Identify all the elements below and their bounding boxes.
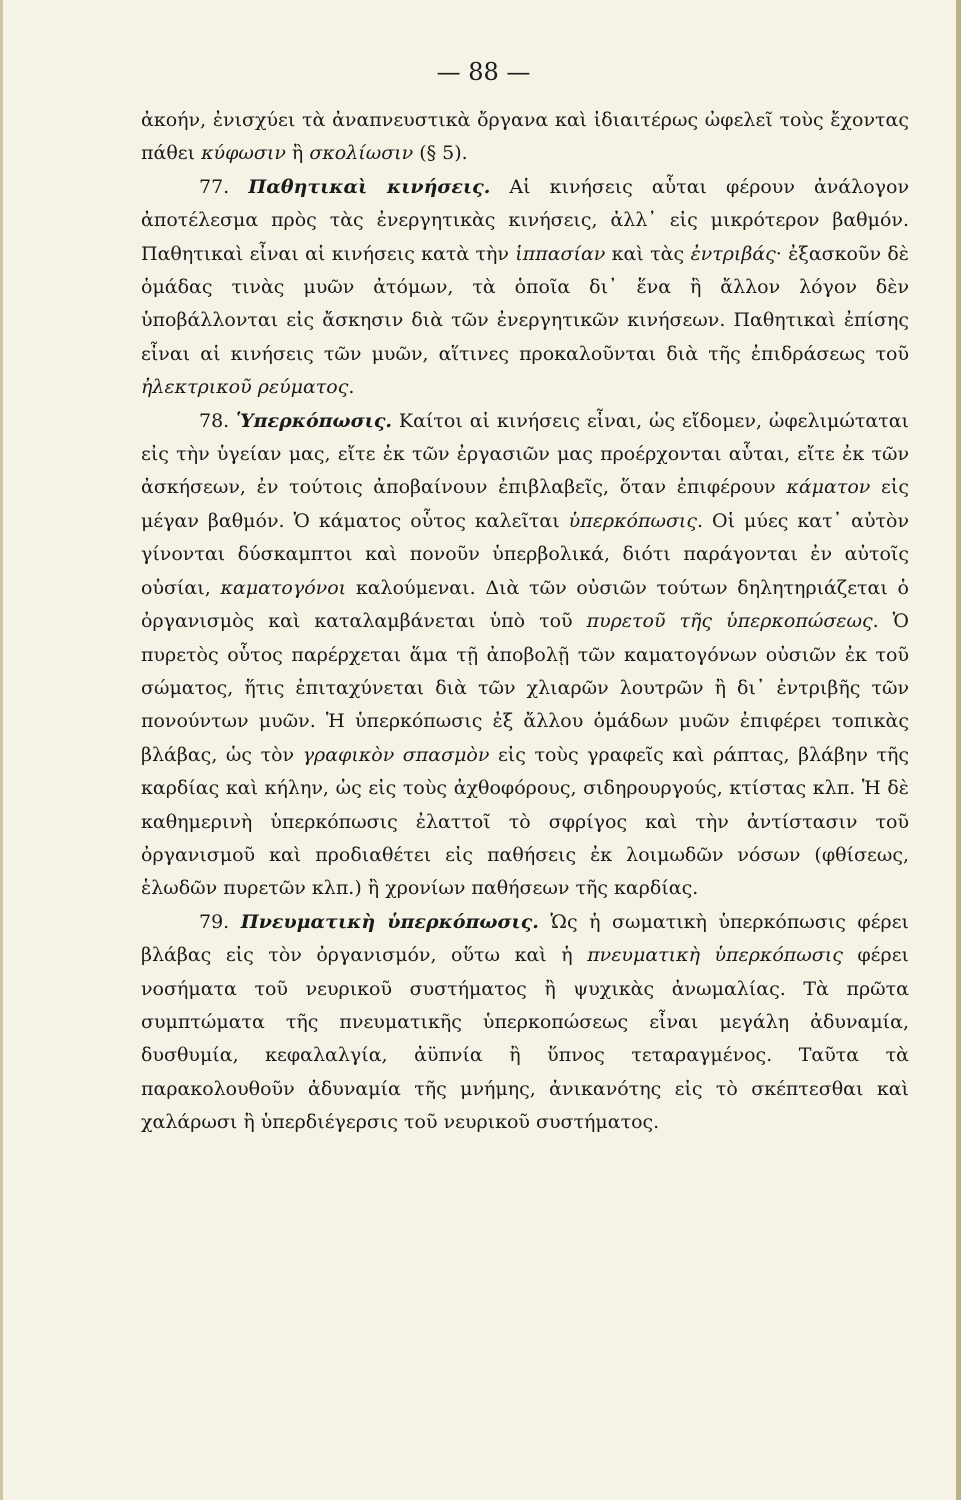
emphasized-term: καματογόνοι: [220, 576, 347, 599]
paragraph: [141, 906, 909, 1140]
text-run: εἰς τοὺς γραφεῖς καὶ ράπτας, βλάβην τῆς καρδίας καὶ κήλην, ὡς εἰς τοὺς ἀχθοφόρους, σιδηρουργούς, κτίστας κλπ. Ἡ δὲ καθημερινὴ ὑπερκόπωσις ἐλαττοῖ τὸ σφρίγος καὶ τὴν ἀντίστασιν τοῦ ὀργανισμοῦ καὶ προδιαθέτει εἰς παθήσεις ἐκ λοιμωδῶν νόσων (φθίσεως, ἑλωδῶν πυρετῶν κλπ.) ἢ χρονίων παθήσεων τῆς καρδίας.: [141, 743, 909, 900]
paragraph: [141, 171, 909, 405]
text-run: . Οἱ μύες κατ᾽ αὐτὸν γίνονται δύσκαμπτοι καὶ πονοῦν ὑπερβολικά, διότι παράγονται ἐν αὐτοῖς οὐσίαι,: [141, 509, 909, 599]
emphasized-term: γραφικὸν σπασμὸν: [302, 743, 490, 766]
emphasized-term: ἱππασίαν: [515, 242, 606, 265]
emphasized-term: πνευματικὴ ὑπερκόπωσις: [587, 944, 843, 967]
text-run: καὶ τὰς: [605, 242, 691, 265]
text-run: εἰς μέγαν βαθμόν. Ὁ κάματος οὗτος καλεῖται: [141, 476, 909, 532]
section-number: 79.: [199, 910, 241, 933]
emphasized-term: ἐντριβάς: [690, 242, 776, 265]
paragraph: [141, 104, 909, 171]
text-run: . Ὁ πυρετὸς οὗτος παρέρχεται ἅμα τῇ ἀποβολῇ τῶν καματογόνων οὐσιῶν ἐκ τοῦ σώματος, ἥτις ἐπιταχύνεται διὰ τῶν χλιαρῶν λουτρῶν ἢ δι᾽ ἐντριβῆς τῶν πονούντων μυῶν. Ἡ ὑπερκόπωσις ἐξ ἄλλου ὁμάδων μυῶν ἐπιφέρει τοπικὰς βλάβας, ὡς τὸν: [141, 610, 909, 766]
text-run: Καίτοι αἱ κινήσεις εἶναι, ὡς εἴδομεν, ὠφελιμώταται εἰς τὴν ὑγείαν μας, εἴτε ἐκ τῶν ἐργασιῶν μας προέρχονται αὗται, εἴτε ἐκ τῶν ἀσκήσεων, ἐν τούτοις ἀποβαίνουν ἐπιβλαβεῖς, ὅταν ἐπιφέρουν: [141, 409, 909, 499]
text-run: ἢ: [285, 142, 310, 165]
text-run: · ἐξασκοῦν δὲ ὁμάδας τινὰς μυῶν ἀτόμων, τὰ ὁποῖα δι᾽ ἕνα ἢ ἄλλον λόγον δὲν ὑποβάλλονται εἰς ἄσκησιν διὰ τῶν ἐνεργητικῶν κινήσεων. Παθητικαὶ ἐπίσης εἶναι αἱ κινήσεις τῶν μυῶν, αἵτινες προκαλοῦνται διὰ τῆς ἐπιδράσεως τοῦ: [141, 242, 909, 365]
emphasized-term: κάματον: [786, 476, 871, 499]
section-heading: Ὑπερκόπωσις.: [236, 409, 393, 432]
emphasized-term: πυρετοῦ τῆς ὑπερκοπώσεως: [586, 610, 873, 633]
text-run: φέρει νοσήματα τοῦ νευρικοῦ συστήματος ἢ ψυχικὰς ἀνωμαλίας. Τὰ πρῶτα συμπτώματα τῆς πνευματικῆς ὑπερκοπώσεως εἶναι μεγάλη ἀδυναμία, δυσθυμία, κεφαλαλγία, ἀϋπνία ἢ ὕπνος τεταραγμένος. Ταῦτα τὰ παρακολουθοῦν ἀδυναμία τῆς μνήμης, ἀνικανότης εἰς τὸ σκέπτεσθαι καὶ χαλάρωσι ἢ ὑπερδιέγερσις τοῦ νευρικοῦ συστήματος.: [141, 944, 909, 1134]
emphasized-term: ἠλεκτρικοῦ ρεύματος: [141, 376, 349, 399]
section-heading: Πνευματικὴ ὑπερκόπωσις.: [240, 910, 539, 933]
text-run: Ὡς ἡ σωματικὴ ὑπερκόπωσις φέρει βλάβας εἰς τὸν ὀργανισμόν, οὕτω καὶ ἡ: [141, 910, 909, 967]
text-run: (§ 5).: [413, 142, 468, 165]
emphasized-term: σκολίωσιν: [309, 142, 414, 165]
section-heading: Παθητικαὶ κινήσεις.: [248, 175, 491, 198]
page-number: — 88 —: [436, 58, 531, 86]
paragraph: [141, 405, 909, 906]
text-run: .: [348, 376, 355, 399]
section-number: 77.: [199, 175, 249, 198]
emphasized-term: ὑπερκόπωσις: [568, 509, 698, 532]
text-run: Αἱ κινήσεις αὗται φέρουν ἀνάλογον ἀποτέλεσμα πρὸς τὰς ἐνεργητικὰς κινήσεις, ἀλλ᾽ εἰς μικρότερον βαθμόν. Παθητικαὶ εἶναι αἱ κινήσεις κατὰ τὴν: [141, 175, 909, 265]
text-run: ἀκοήν, ἐνισχύει τὰ ἀναπνευστικὰ ὄργανα καὶ ἰδιαιτέρως ὠφελεῖ τοὺς ἔχοντας πάθει: [141, 109, 909, 165]
emphasized-term: κύφωσιν: [201, 142, 286, 165]
body-text: [141, 104, 909, 1140]
section-number: 78.: [199, 409, 237, 432]
text-run: καλούμεναι. Διὰ τῶν οὐσιῶν τούτων δηλητηριάζεται ὁ ὀργανισμὸς καὶ καταλαμβάνεται ὑπὸ τοῦ: [141, 576, 909, 633]
